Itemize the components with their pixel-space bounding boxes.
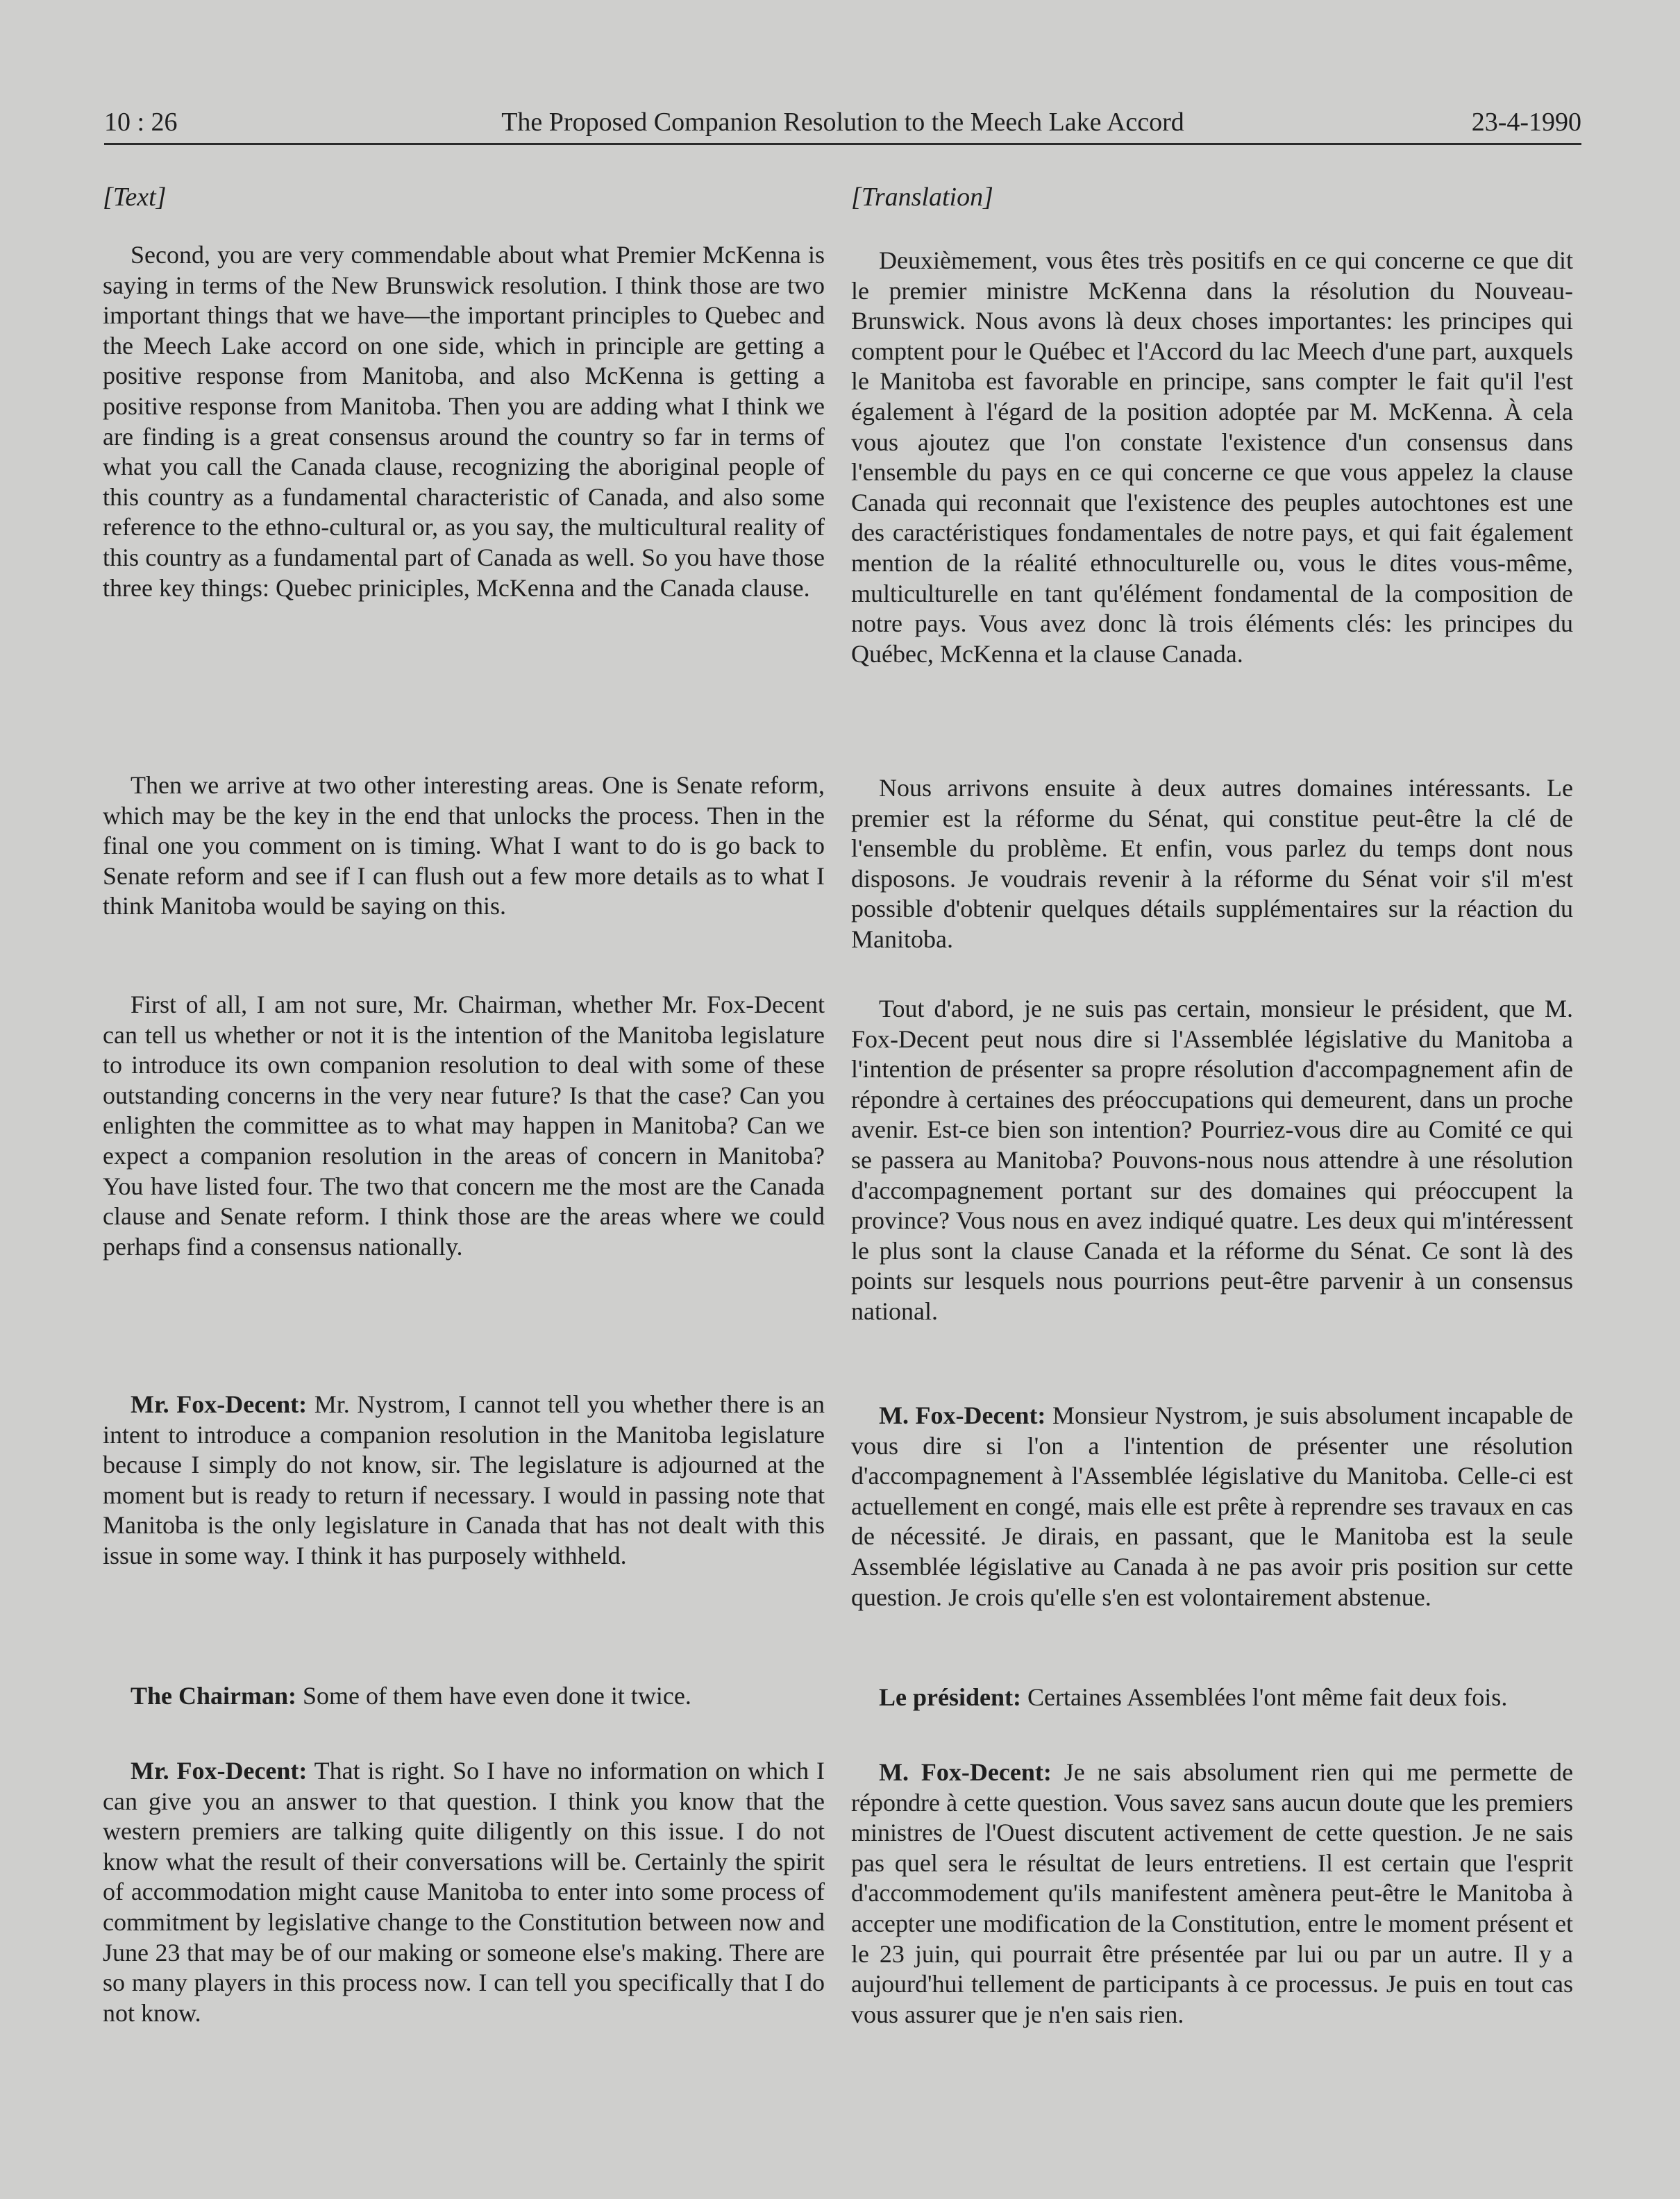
french-paragraph-2: Nous arrivons ensuite à deux autres domaines intéressants. Le premier est la réforme du Sénat, qui constitue peut-être la clé de l'ensemble du problème. Et enfin, vous parlez du temps dont nous disposons. Je voudrais revenir à la réforme du Sénat voir s'il m'est possible d'obtenir quelques détails supplémentaires sur la réaction du Manitoba.: [851, 774, 1573, 953]
speaker-name: M. Fox-Decent:: [879, 1758, 1052, 1786]
speech-text: Je ne sais absolument rien qui me permette de répondre à cette question. Vous savez sans aucun doute que les premiers ministres de l'Ouest discutent activement de cette question. Je ne sais pas quel sera le résultat de leurs entretiens. Il est certain que l'esprit d'accommodement qu'ils manifestent amènera peut-être le Manitoba à accepter une modification de la Constitution, entre le moment présent et le 23 juin, qui pourrait être présentée par lui ou par un autre. Il y a aujourd'hui tellement de participants à ce processus. Je puis en tout cas vous assurer que je n'en sais rien.: [851, 1758, 1573, 2028]
speech-text: Mr. Nystrom, I cannot tell you whether there is an intent to introduce a companion resolution in the Manitoba legislature because I simply do not know, sir. The legislature is adjourned at the moment but is ready to return if necessary. I would in passing note that Manitoba is the only legislature in Canada that has not dealt with this issue in some way. I think it has purposely withheld.: [103, 1390, 825, 1569]
english-paragraph-6: [103, 1756, 825, 2028]
english-paragraph-3: First of all, I am not sure, Mr. Chairman, whether Mr. Fox-Decent can tell us whether or not it is the intention of the Manitoba legislature to introduce its own companion resolution to deal with some of these outstanding concerns in the very near future? Is that the case? Can you enlighten the committee as to what may happen in Manitoba? Can we expect a companion resolution in the areas of concern in Manitoba? You have listed four. The two that concern me the most are the Canada clause and Senate reform. I think those are the areas where we could perhaps find a consensus nationally.: [103, 991, 825, 1261]
french-paragraph-5: [851, 1683, 1573, 1713]
french-column: [851, 182, 1573, 2028]
header-date: 23-4-1990: [1471, 108, 1581, 137]
page-number: 10 : 26: [104, 108, 178, 137]
running-title: The Proposed Companion Resolution to the Meech Lake Accord: [501, 108, 1184, 137]
french-paragraph-6: [851, 1758, 1573, 2030]
page-header: [104, 104, 1581, 145]
speech-text: That is right. So I have no information on which I can give you an answer to that question. I think you know that the western premiers are talking quite diligently on this issue. I do not know what the result of their conversations will be. Certainly the spirit of accommodation might cause Manitoba to enter into some process of commitment by legislative change to the Constitution between now and June 23 that may be of our making or someone else's making. There are so many players in this process now. I can tell you specifically that I do not know.: [103, 1757, 825, 2027]
speaker-name: The Chairman:: [131, 1682, 297, 1710]
english-column: [103, 182, 825, 2027]
speaker-name: Le président:: [879, 1683, 1021, 1711]
french-paragraph-4: [851, 1401, 1573, 1612]
french-paragraph-1: Deuxièmement, vous êtes très positifs en ce qui concerne ce que dit le premier ministre McKenna dans la résolution du Nouveau-Brunswick. Nous avons là deux choses importantes: les principes qui comptent pour le Québec et l'Accord du lac Meech d'une part, auxquels le Manitoba est favorable en principe, sans compter le fait qu'il l'est également à l'égard de la position adoptée par M. McKenna. À cela vous ajoutez que l'on constate l'existence d'un consensus dans l'ensemble du pays en ce qui concerne ce que vous appelez la clause Canada qui reconnait que l'existence des peuples autochtones est une des caractéristiques fondamentales de notre pays, et qui fait également mention de la réalité ethnoculturelle ou, vous le dites vous-même, multiculturelle en tant qu'élément fondamental de la composition de notre pays. Vous avez donc là trois éléments clés: les principes du Québec, McKenna et la clause Canada.: [851, 246, 1573, 668]
speaker-name: M. Fox-Decent:: [879, 1401, 1046, 1429]
french-paragraph-3: Tout d'abord, je ne suis pas certain, monsieur le président, que M. Fox-Decent peut nous dire si l'Assemblée législative du Manitoba a l'intention de présenter sa propre résolution d'accompagnement afin de répondre à certaines des préoccupations qui demeurent, dans un proche avenir. Est-ce bien son intention? Pourriez-vous dire au Comité ce qui se passera au Manitoba? Pouvons-nous nous attendre à une résolution d'accompagnement portant sur des domaines qui préoccupent la province? Vous nous en avez indiqué quatre. Les deux qui m'intéressent le plus sont la clause Canada et la réforme du Sénat. Ce sont là des points sur lesquels nous pourrions peut-être parvenir à un consensus national.: [851, 995, 1573, 1325]
english-paragraph-5: [103, 1681, 825, 1712]
speech-text: Certaines Assemblées l'ont même fait deux fois.: [1020, 1683, 1508, 1711]
translation-label: [Translation]: [851, 183, 993, 212]
english-paragraph-2: Then we arrive at two other interesting areas. One is Senate reform, which may be the key in the end that unlocks the process. Then in the final one you comment on is timing. What I want to do is go back to Senate reform and see if I can flush out a few more details as to what I think Manitoba would be saying on this.: [103, 771, 825, 920]
speech-text: Some of them have even done it twice.: [296, 1682, 691, 1710]
english-paragraph-1: Second, you are very commendable about what Premier McKenna is saying in terms of the New Brunswick resolution. I think those are two important things that we have—the important principles to Quebec and the Meech Lake accord on one side, which in principle are getting a positive response from Manitoba, and also McKenna is getting a positive response from Manitoba. Then you are adding what I think we are finding is a great consensus around the country so far in terms of what you call the Canada clause, recognizing the aboriginal people of this country as a fundamental characteristic of Canada, and also some reference to the ethno-cultural or, as you say, the multicultural reality of this country as a fundamental part of Canada as well. So you have those three key things: Quebec priniciples, McKenna and the Canada clause.: [103, 241, 825, 602]
english-paragraph-4: [103, 1390, 825, 1572]
speaker-name: Mr. Fox-Decent:: [131, 1757, 308, 1785]
text-label: [Text]: [103, 183, 167, 212]
speech-text: Monsieur Nystrom, je suis absolument incapable de vous dire si l'on a l'intention de présenter une résolution d'accompagnement à l'Assemblée législative du Manitoba. Celle-ci est actuellement en congé, mais elle est prête à reprendre ses travaux en cas de nécessité. Je dirais, en passant, que le Manitoba est la seule Assemblée législative au Canada à ne pas avoir pris position sur cette question. Je crois qu'elle s'en est volontairement abstenue.: [851, 1401, 1573, 1611]
speaker-name: Mr. Fox-Decent:: [131, 1390, 308, 1418]
